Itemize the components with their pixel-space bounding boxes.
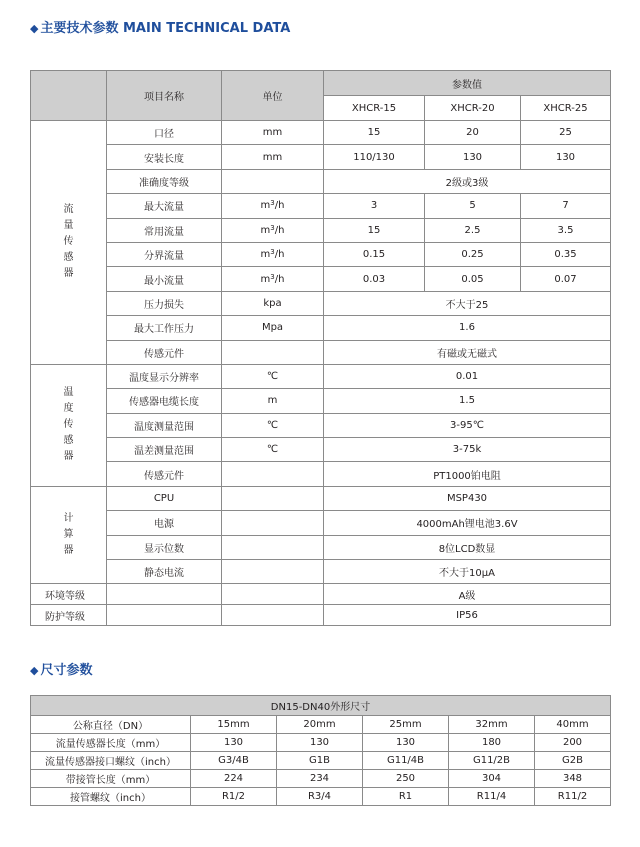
table-row: [31, 267, 611, 291]
item-name: CPU: [107, 486, 222, 510]
item-name: 最大流量: [107, 194, 222, 218]
item-name: 温度测量范围: [107, 413, 222, 437]
group-char: 计: [63, 513, 74, 525]
table-row: [31, 560, 611, 584]
item-name: 电源: [107, 511, 222, 535]
dims-value: 200: [535, 734, 611, 752]
group-label-flow: [31, 121, 107, 365]
item-unit: [222, 218, 324, 242]
item-value: 0.03: [324, 267, 425, 291]
dims-row: [31, 716, 611, 734]
dims-value: G11/4B: [363, 752, 449, 770]
item-unit: mm: [222, 121, 324, 145]
group-char: 度: [63, 403, 74, 415]
dims-row: [31, 788, 611, 806]
dims-row: [31, 752, 611, 770]
item-name: 最大工作压力: [107, 316, 222, 340]
grade-name: 环境等级: [31, 584, 107, 605]
dims-title: DN15-DN40外形尺寸: [31, 696, 611, 716]
superscript: 3: [270, 199, 275, 208]
table-row: [31, 535, 611, 559]
dims-value: R1/2: [191, 788, 277, 806]
superscript: 3: [270, 223, 275, 232]
dims-value: 130: [277, 734, 363, 752]
item-value: 5: [425, 194, 521, 218]
unit-text: $m^3/h$: [260, 272, 285, 285]
table-row: [31, 242, 611, 266]
item-name: 压力损失: [107, 291, 222, 315]
dims-value: R11/4: [449, 788, 535, 806]
dims-label: 公称直径（DN）: [31, 716, 191, 734]
table-row: [31, 218, 611, 242]
table-row: [31, 413, 611, 437]
item-value: 25: [521, 121, 611, 145]
dims-label: 流量传感器长度（mm）: [31, 734, 191, 752]
table-row: [31, 486, 611, 510]
item-value: 3.5: [521, 218, 611, 242]
grade-empty-1: [107, 584, 222, 605]
item-value: 0.35: [521, 242, 611, 266]
dims-value: 15mm: [191, 716, 277, 734]
item-value: 0.15: [324, 242, 425, 266]
group-char: 传: [63, 236, 74, 248]
item-value: 7: [521, 194, 611, 218]
item-value: 130: [521, 145, 611, 169]
dims-value: 234: [277, 770, 363, 788]
item-value: 1.5: [324, 389, 611, 413]
table-row: [31, 438, 611, 462]
grade-empty-1: [107, 605, 222, 626]
group-char: 流: [63, 204, 74, 216]
item-value: 130: [425, 145, 521, 169]
item-value: 3-95℃: [324, 413, 611, 437]
superscript: 3: [270, 272, 275, 281]
group-char: 算: [63, 529, 74, 541]
group-char: 器: [63, 451, 74, 463]
item-name: 口径: [107, 121, 222, 145]
item-value: 有磁或无磁式: [324, 340, 611, 364]
table-row: [31, 316, 611, 340]
unit-text: $m^3/h$: [260, 199, 285, 212]
table-row-env: [31, 584, 611, 605]
item-value: 4000mAh锂电池3.6V: [324, 511, 611, 535]
header-unit: 单位: [222, 71, 324, 121]
item-unit: m: [222, 389, 324, 413]
item-name: 温度显示分辨率: [107, 364, 222, 388]
model-header: XHCR-25: [521, 96, 611, 121]
item-name: 准确度等级: [107, 169, 222, 193]
header-group-cell: [31, 71, 107, 121]
unit-text: $m^3/h$: [260, 223, 285, 236]
header-row: [31, 71, 611, 96]
technical-data-table: [30, 70, 611, 626]
item-value: 0.07: [521, 267, 611, 291]
dims-label: 流量传感器接口螺纹（inch）: [31, 752, 191, 770]
item-name: 显示位数: [107, 535, 222, 559]
group-char: 器: [63, 545, 74, 557]
item-unit: ℃: [222, 413, 324, 437]
item-value: 1.6: [324, 316, 611, 340]
item-value: 3: [324, 194, 425, 218]
dims-value: 304: [449, 770, 535, 788]
table-row: [31, 389, 611, 413]
superscript: 3: [270, 248, 275, 257]
dims-value: 40mm: [535, 716, 611, 734]
dims-label: 带接管长度（mm）: [31, 770, 191, 788]
item-unit: [222, 340, 324, 364]
dims-value: G2B: [535, 752, 611, 770]
group-char: 温: [63, 387, 74, 399]
dims-row: [31, 770, 611, 788]
item-unit: [222, 194, 324, 218]
model-header: XHCR-15: [324, 96, 425, 121]
diamond-bullet-icon: ◆: [30, 664, 39, 677]
dims-value: 250: [363, 770, 449, 788]
item-value: PT1000铂电阻: [324, 462, 611, 486]
table-row: [31, 511, 611, 535]
grade-empty-2: [222, 584, 324, 605]
item-value: 110/130: [324, 145, 425, 169]
item-unit: [222, 535, 324, 559]
item-name: 传感器电缆长度: [107, 389, 222, 413]
dims-label: 接管螺纹（inch）: [31, 788, 191, 806]
item-name: 分界流量: [107, 242, 222, 266]
dims-row: [31, 734, 611, 752]
item-name: 传感元件: [107, 340, 222, 364]
diamond-bullet-icon: ◆: [30, 22, 39, 35]
item-name: 温差测量范围: [107, 438, 222, 462]
item-unit: [222, 242, 324, 266]
item-unit: ℃: [222, 364, 324, 388]
item-name: 静态电流: [107, 560, 222, 584]
item-value: 3-75k: [324, 438, 611, 462]
item-value: 8位LCD数显: [324, 535, 611, 559]
item-unit: kpa: [222, 291, 324, 315]
dims-title-row: [31, 696, 611, 716]
item-name: 最小流量: [107, 267, 222, 291]
item-name: 常用流量: [107, 218, 222, 242]
dims-value: G1B: [277, 752, 363, 770]
table-row: [31, 364, 611, 388]
item-name: 安装长度: [107, 145, 222, 169]
group-label-temp: [31, 364, 107, 486]
dims-value: 25mm: [363, 716, 449, 734]
header-param-value: 参数值: [324, 71, 611, 96]
group-char: 量: [63, 220, 74, 232]
grade-empty-2: [222, 605, 324, 626]
item-value: 0.01: [324, 364, 611, 388]
dims-value: G3/4B: [191, 752, 277, 770]
item-unit: ℃: [222, 438, 324, 462]
group-char: 感: [63, 435, 74, 447]
header-item-name: 项目名称: [107, 71, 222, 121]
grade-value: A级: [324, 584, 611, 605]
group-char: 器: [63, 268, 74, 280]
model-header: XHCR-20: [425, 96, 521, 121]
item-value: 2级或3级: [324, 169, 611, 193]
item-value: 0.25: [425, 242, 521, 266]
item-value: 20: [425, 121, 521, 145]
item-value: 15: [324, 121, 425, 145]
table-row: [31, 169, 611, 193]
item-unit: [222, 169, 324, 193]
group-label-calc: [31, 486, 107, 584]
table-row: [31, 121, 611, 145]
table-row: [31, 291, 611, 315]
item-value: 不大于25: [324, 291, 611, 315]
dims-value: 224: [191, 770, 277, 788]
table-row: [31, 462, 611, 486]
grade-value: IP56: [324, 605, 611, 626]
dims-value: 348: [535, 770, 611, 788]
table-row-protect: [31, 605, 611, 626]
item-unit: mm: [222, 145, 324, 169]
dims-value: R1: [363, 788, 449, 806]
dims-value: R11/2: [535, 788, 611, 806]
item-unit: [222, 267, 324, 291]
group-char: 传: [63, 419, 74, 431]
dims-value: 180: [449, 734, 535, 752]
item-value: 0.05: [425, 267, 521, 291]
item-unit: [222, 462, 324, 486]
dims-value: 130: [191, 734, 277, 752]
item-value: MSP430: [324, 486, 611, 510]
item-value: 2.5: [425, 218, 521, 242]
item-unit: [222, 560, 324, 584]
dims-value: 130: [363, 734, 449, 752]
item-unit: [222, 486, 324, 510]
technical-data-heading: ◆ 主要技术参数 MAIN TECHNICAL DATA: [30, 21, 291, 36]
item-unit: Mpa: [222, 316, 324, 340]
item-name: 传感元件: [107, 462, 222, 486]
item-unit: [222, 511, 324, 535]
dims-value: 32mm: [449, 716, 535, 734]
item-value: 15: [324, 218, 425, 242]
group-char: 感: [63, 252, 74, 264]
table-row: [31, 340, 611, 364]
grade-name: 防护等级: [31, 605, 107, 626]
unit-text: $m^3/h$: [260, 248, 285, 261]
table-row: [31, 194, 611, 218]
dimensions-heading: ◆ 尺寸参数: [30, 663, 93, 678]
dims-value: R3/4: [277, 788, 363, 806]
item-value: 不大于10μA: [324, 560, 611, 584]
dims-value: 20mm: [277, 716, 363, 734]
dimensions-table: [30, 695, 611, 806]
table-row: [31, 145, 611, 169]
dims-value: G11/2B: [449, 752, 535, 770]
